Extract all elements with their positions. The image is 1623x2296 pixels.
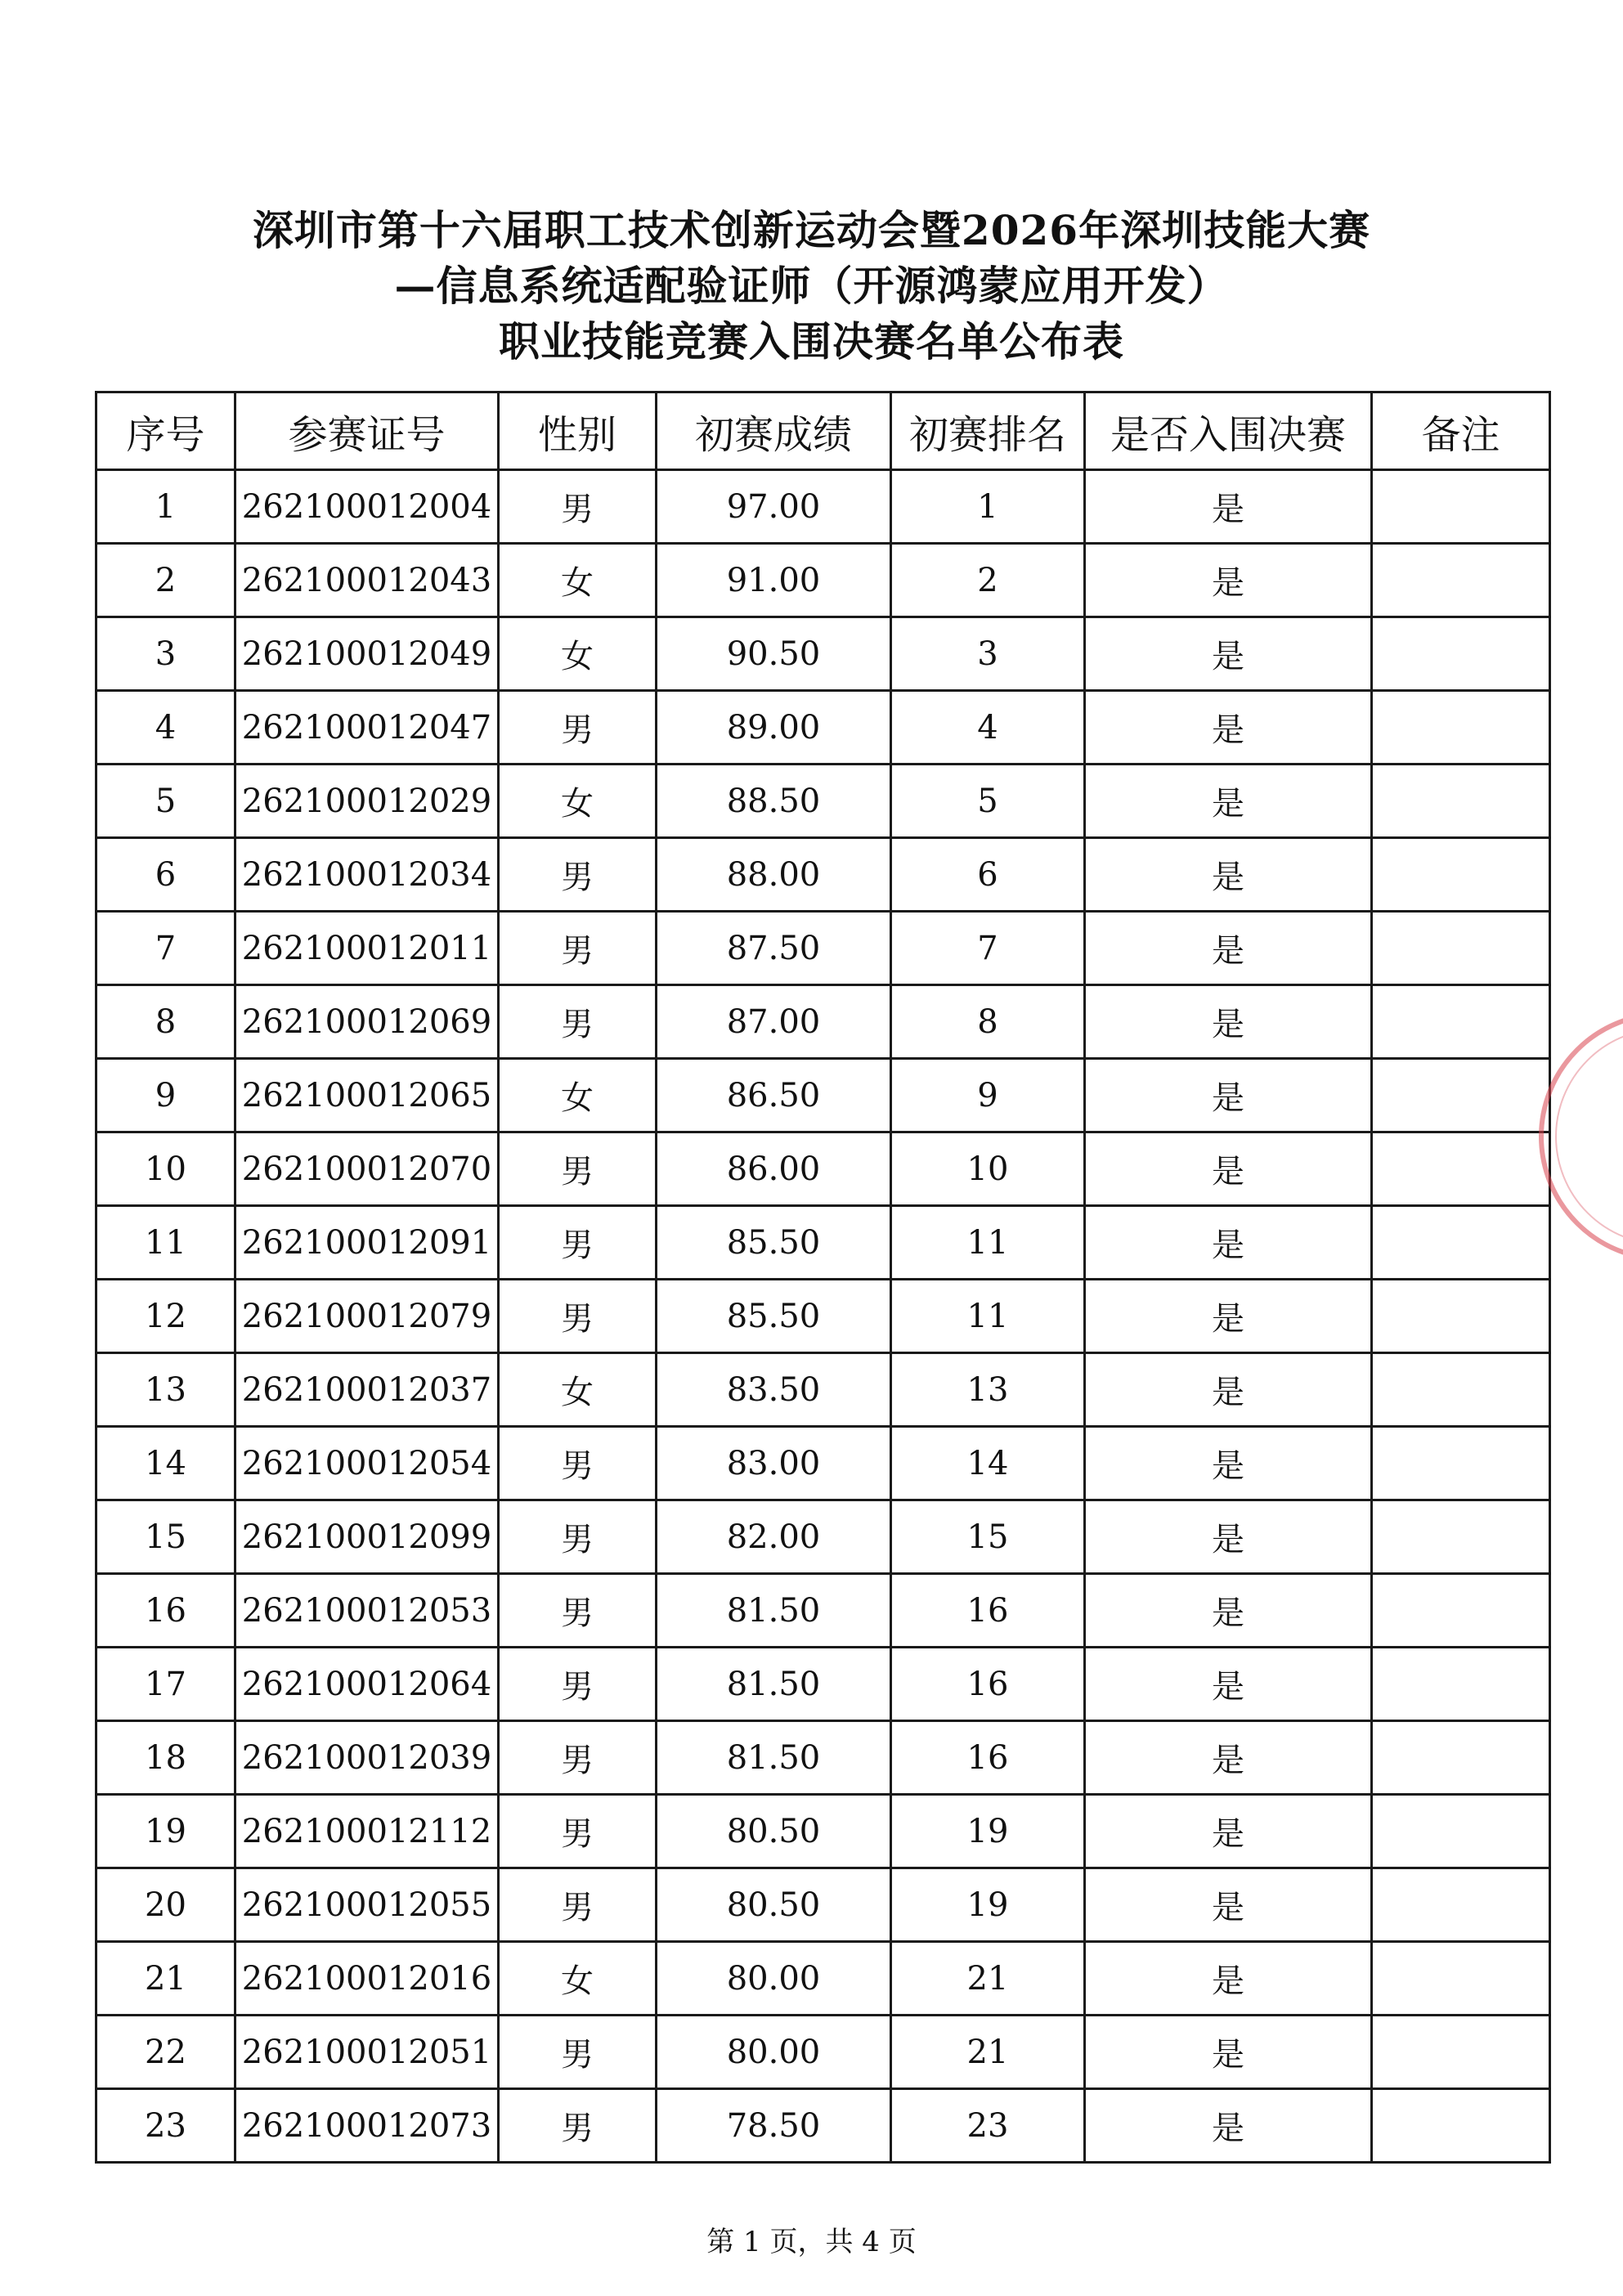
seal-ring bbox=[1541, 1014, 1623, 1259]
cell-advance-final: 是 bbox=[1085, 1059, 1372, 1132]
cell-prelim-score: 88.50 bbox=[657, 765, 891, 838]
table-row bbox=[96, 1353, 1550, 1427]
cell-gender: 男 bbox=[499, 1206, 657, 1280]
cell-gender: 女 bbox=[499, 765, 657, 838]
cell-gender: 女 bbox=[499, 544, 657, 617]
cell-prelim-rank: 15 bbox=[891, 1500, 1085, 1574]
cell-advance-final: 是 bbox=[1085, 1648, 1372, 1721]
cell-prelim-score: 80.50 bbox=[657, 1868, 891, 1942]
cell-gender: 男 bbox=[499, 1574, 657, 1648]
cell-entry-number: 262100012079 bbox=[235, 1280, 499, 1353]
cell-advance-final: 是 bbox=[1085, 985, 1372, 1059]
cell-advance-final: 是 bbox=[1085, 1132, 1372, 1206]
cell-entry-number: 262100012099 bbox=[235, 1500, 499, 1574]
cell-index: 11 bbox=[96, 1206, 235, 1280]
document-title-line1: 深圳市第十六届职工技术创新运动会暨2026年深圳技能大赛 bbox=[252, 206, 1371, 254]
cell-entry-number: 262100012037 bbox=[235, 1353, 499, 1427]
cell-advance-final: 是 bbox=[1085, 1942, 1372, 2016]
cell-index: 20 bbox=[96, 1868, 235, 1942]
table-row bbox=[96, 1648, 1550, 1721]
cell-prelim-rank: 9 bbox=[891, 1059, 1085, 1132]
cell-index: 18 bbox=[96, 1721, 235, 1795]
cell-gender: 男 bbox=[499, 1427, 657, 1500]
cell-advance-final: 是 bbox=[1085, 1353, 1372, 1427]
table-row bbox=[96, 1868, 1550, 1942]
cell-prelim-score: 88.00 bbox=[657, 838, 891, 912]
table-row bbox=[96, 1280, 1550, 1353]
table-row bbox=[96, 1942, 1550, 2016]
cell-prelim-rank: 7 bbox=[891, 912, 1085, 985]
table-row bbox=[96, 617, 1550, 691]
cell-prelim-score: 86.50 bbox=[657, 1059, 891, 1132]
cell-remarks bbox=[1372, 1353, 1550, 1427]
cell-gender: 男 bbox=[499, 691, 657, 765]
cell-gender: 女 bbox=[499, 1059, 657, 1132]
cell-prelim-score: 89.00 bbox=[657, 691, 891, 765]
cell-advance-final: 是 bbox=[1085, 1574, 1372, 1648]
cell-prelim-rank: 16 bbox=[891, 1574, 1085, 1648]
cell-gender: 男 bbox=[499, 838, 657, 912]
cell-prelim-score: 81.50 bbox=[657, 1574, 891, 1648]
cell-advance-final: 是 bbox=[1085, 1280, 1372, 1353]
table-header-row bbox=[96, 392, 1550, 470]
cell-gender: 男 bbox=[499, 1500, 657, 1574]
cell-advance-final: 是 bbox=[1085, 2089, 1372, 2163]
cell-prelim-score: 80.00 bbox=[657, 1942, 891, 2016]
cell-remarks bbox=[1372, 765, 1550, 838]
seal-inner-ring bbox=[1556, 1029, 1623, 1244]
cell-advance-final: 是 bbox=[1085, 1868, 1372, 1942]
cell-index: 6 bbox=[96, 838, 235, 912]
cell-entry-number: 262100012055 bbox=[235, 1868, 499, 1942]
cell-prelim-score: 97.00 bbox=[657, 470, 891, 544]
table-row bbox=[96, 985, 1550, 1059]
cell-remarks bbox=[1372, 1574, 1550, 1648]
cell-index: 21 bbox=[96, 1942, 235, 2016]
document-title-line2: —信息系统适配验证师（开源鸿蒙应用开发） bbox=[394, 262, 1229, 310]
table-row bbox=[96, 765, 1550, 838]
cell-prelim-rank: 6 bbox=[891, 838, 1085, 912]
cell-prelim-rank: 16 bbox=[891, 1648, 1085, 1721]
cell-prelim-score: 81.50 bbox=[657, 1648, 891, 1721]
cell-remarks bbox=[1372, 1648, 1550, 1721]
cell-prelim-rank: 4 bbox=[891, 691, 1085, 765]
cell-prelim-score: 85.50 bbox=[657, 1206, 891, 1280]
cell-entry-number: 262100012004 bbox=[235, 470, 499, 544]
table-row bbox=[96, 912, 1550, 985]
cell-gender: 男 bbox=[499, 985, 657, 1059]
cell-index: 1 bbox=[96, 470, 235, 544]
cell-entry-number: 262100012016 bbox=[235, 1942, 499, 2016]
cell-prelim-score: 85.50 bbox=[657, 1280, 891, 1353]
cell-remarks bbox=[1372, 985, 1550, 1059]
cell-entry-number: 262100012070 bbox=[235, 1132, 499, 1206]
cell-entry-number: 262100012047 bbox=[235, 691, 499, 765]
cell-index: 23 bbox=[96, 2089, 235, 2163]
cell-gender: 男 bbox=[499, 1721, 657, 1795]
cell-gender: 男 bbox=[499, 912, 657, 985]
cell-entry-number: 262100012034 bbox=[235, 838, 499, 912]
table-row bbox=[96, 2016, 1550, 2089]
cell-remarks bbox=[1372, 1868, 1550, 1942]
table-row bbox=[96, 1574, 1550, 1648]
table-row bbox=[96, 1500, 1550, 1574]
cell-advance-final: 是 bbox=[1085, 691, 1372, 765]
table-row bbox=[96, 1132, 1550, 1206]
cell-prelim-score: 86.00 bbox=[657, 1132, 891, 1206]
cell-advance-final: 是 bbox=[1085, 838, 1372, 912]
cell-entry-number: 262100012011 bbox=[235, 912, 499, 985]
cell-gender: 男 bbox=[499, 1868, 657, 1942]
cell-prelim-rank: 13 bbox=[891, 1353, 1085, 1427]
cell-remarks bbox=[1372, 617, 1550, 691]
cell-prelim-score: 83.50 bbox=[657, 1353, 891, 1427]
cell-remarks bbox=[1372, 1427, 1550, 1500]
cell-gender: 男 bbox=[499, 2089, 657, 2163]
cell-index: 14 bbox=[96, 1427, 235, 1500]
cell-advance-final: 是 bbox=[1085, 1427, 1372, 1500]
cell-prelim-rank: 3 bbox=[891, 617, 1085, 691]
table-row bbox=[96, 470, 1550, 544]
cell-gender: 男 bbox=[499, 1132, 657, 1206]
cell-prelim-rank: 16 bbox=[891, 1721, 1085, 1795]
results-table bbox=[95, 391, 1551, 2164]
cell-index: 3 bbox=[96, 617, 235, 691]
cell-prelim-score: 91.00 bbox=[657, 544, 891, 617]
table-row bbox=[96, 838, 1550, 912]
table-row bbox=[96, 1721, 1550, 1795]
cell-advance-final: 是 bbox=[1085, 1721, 1372, 1795]
cell-prelim-rank: 11 bbox=[891, 1206, 1085, 1280]
header-gender: 性别 bbox=[499, 392, 657, 470]
cell-remarks bbox=[1372, 912, 1550, 985]
cell-prelim-rank: 19 bbox=[891, 1868, 1085, 1942]
cell-entry-number: 262100012054 bbox=[235, 1427, 499, 1500]
cell-prelim-rank: 19 bbox=[891, 1795, 1085, 1868]
cell-index: 8 bbox=[96, 985, 235, 1059]
table-row bbox=[96, 1059, 1550, 1132]
cell-remarks bbox=[1372, 691, 1550, 765]
table-row bbox=[96, 1206, 1550, 1280]
header-prelim-rank: 初赛排名 bbox=[891, 392, 1085, 470]
cell-index: 7 bbox=[96, 912, 235, 985]
cell-prelim-score: 87.00 bbox=[657, 985, 891, 1059]
cell-remarks bbox=[1372, 1942, 1550, 2016]
table-row bbox=[96, 544, 1550, 617]
header-index: 序号 bbox=[96, 392, 235, 470]
cell-advance-final: 是 bbox=[1085, 1795, 1372, 1868]
cell-index: 15 bbox=[96, 1500, 235, 1574]
cell-remarks bbox=[1372, 2089, 1550, 2163]
cell-prelim-score: 81.50 bbox=[657, 1721, 891, 1795]
header-remarks: 备注 bbox=[1372, 392, 1550, 470]
cell-prelim-rank: 10 bbox=[891, 1132, 1085, 1206]
cell-remarks bbox=[1372, 1059, 1550, 1132]
cell-prelim-rank: 11 bbox=[891, 1280, 1085, 1353]
cell-entry-number: 262100012053 bbox=[235, 1574, 499, 1648]
cell-remarks bbox=[1372, 1500, 1550, 1574]
cell-entry-number: 262100012069 bbox=[235, 985, 499, 1059]
cell-remarks bbox=[1372, 838, 1550, 912]
cell-advance-final: 是 bbox=[1085, 765, 1372, 838]
cell-index: 9 bbox=[96, 1059, 235, 1132]
cell-advance-final: 是 bbox=[1085, 1500, 1372, 1574]
cell-index: 10 bbox=[96, 1132, 235, 1206]
cell-prelim-rank: 21 bbox=[891, 2016, 1085, 2089]
table-row bbox=[96, 1795, 1550, 1868]
cell-remarks bbox=[1372, 544, 1550, 617]
table-row bbox=[96, 691, 1550, 765]
cell-entry-number: 262100012112 bbox=[235, 1795, 499, 1868]
cell-remarks bbox=[1372, 1721, 1550, 1795]
cell-remarks bbox=[1372, 1280, 1550, 1353]
cell-advance-final: 是 bbox=[1085, 470, 1372, 544]
header-advance-final: 是否入围决赛 bbox=[1085, 392, 1372, 470]
cell-advance-final: 是 bbox=[1085, 544, 1372, 617]
cell-index: 16 bbox=[96, 1574, 235, 1648]
page-number: 第 1 页，共 4 页 bbox=[706, 2226, 917, 2258]
cell-index: 4 bbox=[96, 691, 235, 765]
cell-entry-number: 262100012029 bbox=[235, 765, 499, 838]
table-row bbox=[96, 1427, 1550, 1500]
cell-entry-number: 262100012051 bbox=[235, 2016, 499, 2089]
cell-prelim-rank: 8 bbox=[891, 985, 1085, 1059]
cell-gender: 女 bbox=[499, 1942, 657, 2016]
cell-entry-number: 262100012064 bbox=[235, 1648, 499, 1721]
cell-entry-number: 262100012049 bbox=[235, 617, 499, 691]
cell-prelim-rank: 1 bbox=[891, 470, 1085, 544]
cell-index: 19 bbox=[96, 1795, 235, 1868]
cell-gender: 女 bbox=[499, 1353, 657, 1427]
cell-index: 13 bbox=[96, 1353, 235, 1427]
cell-prelim-score: 83.00 bbox=[657, 1427, 891, 1500]
cell-index: 2 bbox=[96, 544, 235, 617]
cell-gender: 男 bbox=[499, 2016, 657, 2089]
cell-prelim-rank: 23 bbox=[891, 2089, 1085, 2163]
document-title-line3: 职业技能竞赛入围决赛名单公布表 bbox=[499, 317, 1124, 365]
cell-entry-number: 262100012073 bbox=[235, 2089, 499, 2163]
cell-index: 22 bbox=[96, 2016, 235, 2089]
cell-entry-number: 262100012065 bbox=[235, 1059, 499, 1132]
cell-gender: 男 bbox=[499, 1648, 657, 1721]
cell-prelim-score: 80.50 bbox=[657, 1795, 891, 1868]
cell-prelim-score: 82.00 bbox=[657, 1500, 891, 1574]
header-prelim-score: 初赛成绩 bbox=[657, 392, 891, 470]
cell-gender: 女 bbox=[499, 617, 657, 691]
cell-prelim-rank: 21 bbox=[891, 1942, 1085, 2016]
cell-prelim-score: 90.50 bbox=[657, 617, 891, 691]
cell-prelim-rank: 14 bbox=[891, 1427, 1085, 1500]
cell-remarks bbox=[1372, 2016, 1550, 2089]
cell-advance-final: 是 bbox=[1085, 1206, 1372, 1280]
table-row bbox=[96, 2089, 1550, 2163]
cell-entry-number: 262100012039 bbox=[235, 1721, 499, 1795]
cell-remarks bbox=[1372, 1132, 1550, 1206]
cell-prelim-rank: 5 bbox=[891, 765, 1085, 838]
cell-gender: 男 bbox=[499, 1795, 657, 1868]
cell-remarks bbox=[1372, 1795, 1550, 1868]
header-entry-number: 参赛证号 bbox=[235, 392, 499, 470]
cell-prelim-score: 78.50 bbox=[657, 2089, 891, 2163]
cell-advance-final: 是 bbox=[1085, 617, 1372, 691]
cell-prelim-score: 80.00 bbox=[657, 2016, 891, 2089]
cell-index: 17 bbox=[96, 1648, 235, 1721]
cell-gender: 男 bbox=[499, 1280, 657, 1353]
cell-prelim-rank: 2 bbox=[891, 544, 1085, 617]
cell-index: 5 bbox=[96, 765, 235, 838]
cell-prelim-score: 87.50 bbox=[657, 912, 891, 985]
cell-entry-number: 262100012043 bbox=[235, 544, 499, 617]
cell-advance-final: 是 bbox=[1085, 2016, 1372, 2089]
cell-index: 12 bbox=[96, 1280, 235, 1353]
cell-entry-number: 262100012091 bbox=[235, 1206, 499, 1280]
cell-remarks bbox=[1372, 1206, 1550, 1280]
cell-remarks bbox=[1372, 470, 1550, 544]
cell-gender: 男 bbox=[499, 470, 657, 544]
cell-advance-final: 是 bbox=[1085, 912, 1372, 985]
